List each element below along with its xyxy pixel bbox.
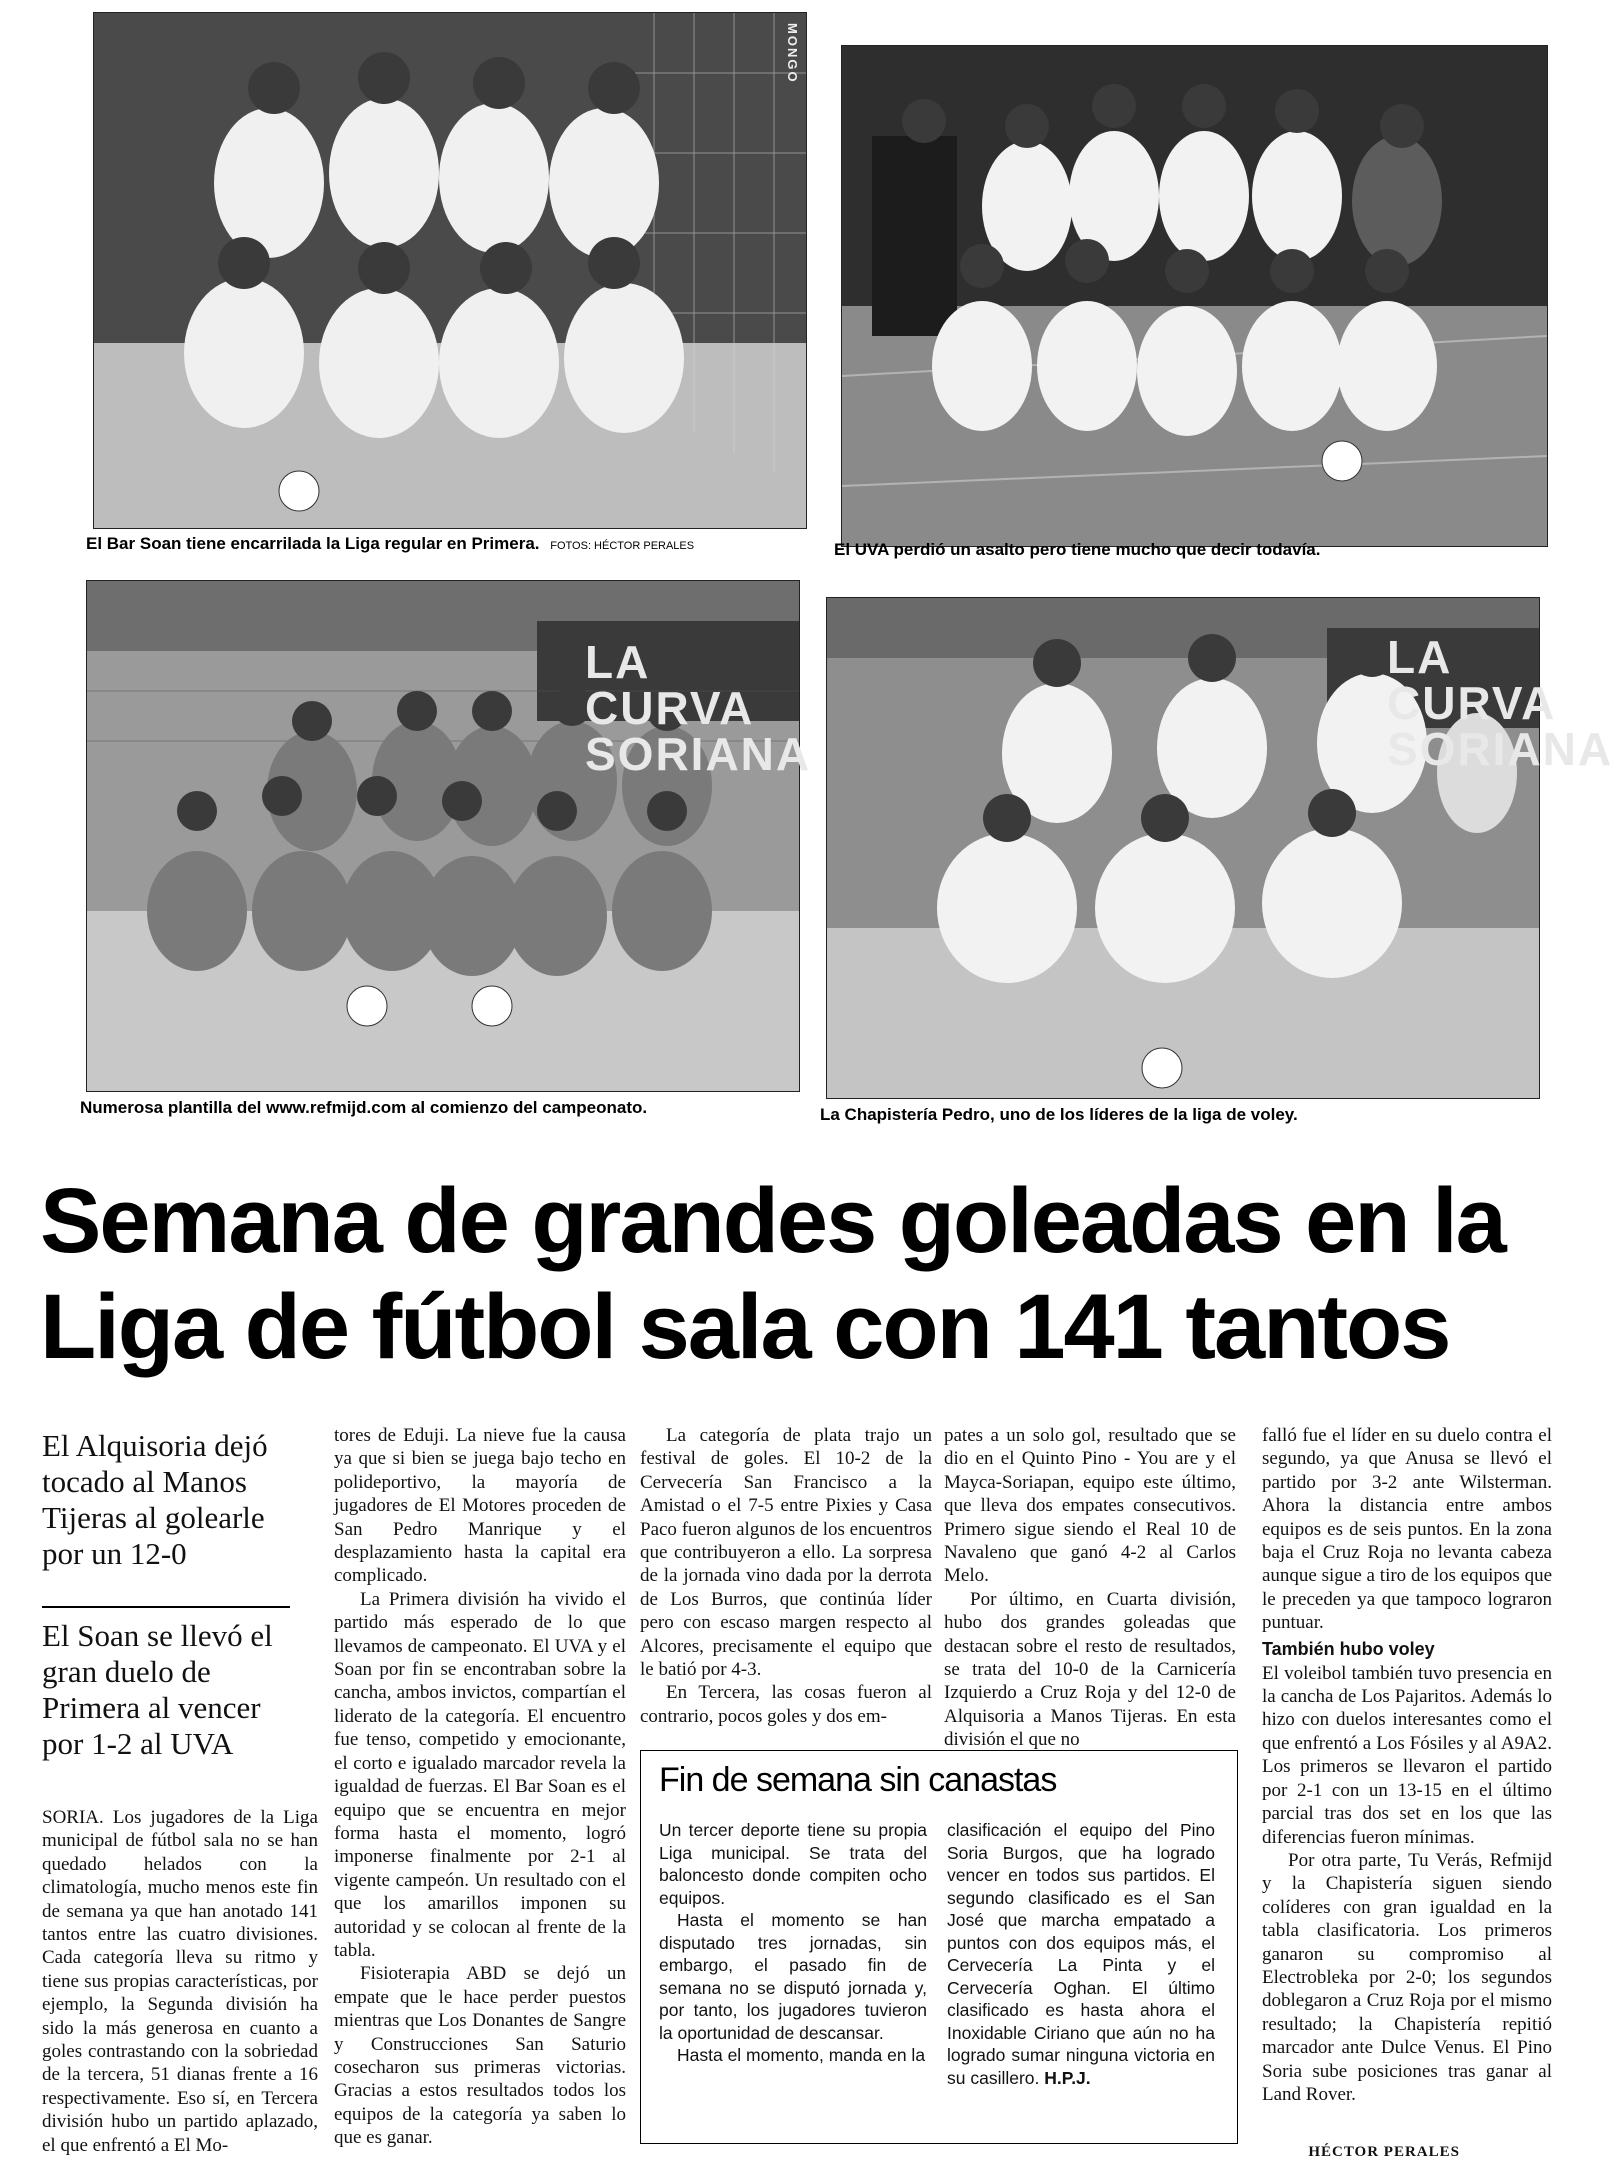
- paragraph: falló fue el líder en su duelo contra el segundo, ya que Anusa se llevó el partido por 3-2 ante Wilsterman. Ahora la distancia entre ambos equipos es de seis puntos. En la zona baja el Cruz Roja no levanta cabeza aunque sigue a tiro de los equipos que le preceden ya que tampoco lograron puntuar.: [1262, 1425, 1552, 1634]
- article-column-2: [334, 1424, 626, 2150]
- caption-text: El Bar Soan tiene encarrilada la Liga regular en Primera.: [86, 534, 540, 553]
- box-title: Fin de semana sin canastas: [659, 1761, 1057, 1799]
- article-column-5: [1262, 1424, 1552, 2106]
- paragraph: En Tercera, las cosas fueron al contrario, pocos goles y dos em-: [640, 1682, 932, 1727]
- paragraph: La categoría de plata trajo un festival de goles. El 10-2 de la Cervecería San Francisco a la Amistad o el 7-5 entre Pixies y Casa Paco fueron algunos de los encuentros que contribuyeron a ello. La sorpresa de la jornada vino dada por la derrota de Los Burros, que continúa líder pero con escaso margen respecto al Alcores, precisamente el equipo que le batió por 4-3.: [640, 1425, 932, 1681]
- caption-text: La Chapistería Pedro, uno de los líderes de la liga de voley.: [820, 1105, 1298, 1124]
- byline: HÉCTOR PERALES: [1308, 2144, 1460, 2160]
- paragraph: Hasta el momento se han disputado tres jornadas, sin embargo, el pasado fin de semana no se disputó jornada y, por tanto, los jugadores tuvieron la oportunidad de descansar.: [659, 1910, 927, 2043]
- caption-text: El UVA perdió un asalto pero tiene mucho que decir todavía.: [834, 540, 1321, 559]
- deck-2: El Soan se llevó el gran duelo de Primera al vencer por 1-2 al UVA: [42, 1618, 273, 1761]
- banner-text: LA CURVA SORIANA: [585, 636, 812, 780]
- goal-brand-text: MONGO: [785, 23, 800, 84]
- divider: [42, 1606, 290, 1608]
- banner-text: LA CURVA SORIANA: [1387, 631, 1613, 775]
- photo-chapisteria-pedro: [826, 597, 1613, 1099]
- caption-text: Numerosa plantilla del www.refmijd.com al comienzo del campeonato.: [80, 1098, 648, 1117]
- paragraph: Fisioterapia ABD se dejó un empate que le hace perder puestos mientras que Los Donantes de Sangre y Construcciones San Saturio cosecharon sus primeras victorias. Gracias a estos resultados todos los equipos de la categoría ya saben lo que es ganar.: [334, 1963, 626, 2149]
- team-photo-illustration: [842, 46, 1547, 546]
- paragraph: El voleibol también tuvo presencia en la cancha de Los Pajaritos. Además lo hizo con duelos interesantes como el que enfrentó a Los Fósiles y al A9A2. Los primeros se llevaron el partido por 2-1 con un 13-15 en el último parcial tras dos set en los que las diferencias fueron mínimas.: [1262, 1662, 1552, 1848]
- caption-photo-3: [80, 1098, 647, 1118]
- article-column-3: [640, 1424, 932, 1728]
- paragraph: pates a un solo gol, resultado que se dio en el Quinto Pino - You are y el Mayca-Soriapan, equipo este último, que lleva dos empates consecutivos. Primero sigue siendo el Real 10 de Navaleno que ganó 4-2 al Carlos Melo.: [944, 1425, 1236, 1587]
- deck-1: El Alquisoria dejó tocado al Manos Tijeras al golearle por un 12-0: [42, 1428, 268, 1571]
- paragraph: La Primera división ha vivido el partido más esperado de lo que llevamos de campeonato. El UVA y el Soan por fin se encontraban sobre la cancha, ambos invictos, compartían el liderato de la categoría. El encuentro fue tenso, competido y emocionante, el corto e igualado marcador revela la igualdad de fuerzas. El Bar Soan es el equipo que se encuentra en mejor forma hasta el momento, logró imponerse finalmente por 2-1 al vigente campeón. Un resultado con el que los amarillos imponen su autoridad y se colocan al frente de la tabla.: [334, 1588, 626, 1961]
- caption-photo-2: [834, 540, 1320, 560]
- article-column-1: [42, 1806, 318, 2157]
- sidebar-box: [640, 1750, 1238, 2144]
- box-column-1: [659, 1819, 927, 2067]
- caption-photo-1: [86, 534, 694, 554]
- photo-uva: [841, 45, 1548, 547]
- photo-bar-soan: [93, 12, 807, 529]
- paragraph: [947, 1819, 1215, 2089]
- headline: Semana de grandes goleadas en la Liga de fútbol sala con 141 tantos: [40, 1170, 1505, 1378]
- paragraph: tores de Eduji. La nieve fue la causa ya que si bien se juega bajo techo en polideportivo, la mayoría de jugadores de El Motores proceden de San Pedro Manrique y el desplazamiento hasta la capital era complicado.: [334, 1425, 626, 1587]
- caption-photo-4: [820, 1105, 1298, 1125]
- paragraph: SORIA. Los jugadores de la Liga municipal de fútbol sala no se han quedado helados con la climatología, mucho menos este fin de semana ya que han anotado 141 tantos entre las cuatro divisiones. Cada categoría lleva su ritmo y tiene sus propias características, por ejemplo, la Segunda división ha sido la más generosa en cuanto a goles contrastando con la sobriedad de la tercera, 51 dianas frente a 16 respectivamente. Eso sí, en Tercera división hubo un partido aplazado, el que enfrentó a El Mo-: [42, 1807, 318, 2156]
- paragraph: Por otra parte, Tu Verás, Refmijd y la Chapistería siguen siendo colíderes con gran igualdad en la tabla clasificatoria. Los primeros ganaron su compromiso al Electrobleka por 2-0; los segundos doblegaron a Cruz Roja por el mismo resultado; la Chapistería repitió marcador ante Dulce Venus. El Pino Soria sube posiciones tras ganar al Land Rover.: [1262, 1849, 1552, 2105]
- team-photo-illustration: [94, 13, 806, 528]
- paragraph: Un tercer deporte tiene su propia Liga municipal. Se trata del baloncesto donde compiten ocho equipos.: [659, 1820, 927, 1908]
- photo-refmijd: [86, 580, 812, 1092]
- paragraph: Hasta el momento, manda en la: [677, 2045, 926, 2065]
- box-column-2: [947, 1819, 1215, 2089]
- paragraph-text: clasificación el equipo del Pino Soria Burgos, que ha logrado vencer en todos sus partidos. El segundo clasificado es el San José que marcha empatado a puntos con dos equipos más, el Cervecería La Pinta y el Cervecería Oghan. El último clasificado es hasta ahora el Inoxidable Ciriano que aún no ha logrado sumar ninguna victoria en su casillero.: [947, 1820, 1215, 2088]
- article-column-4: [944, 1424, 1236, 1752]
- photo-credit: FOTOS: HÉCTOR PERALES: [550, 540, 695, 552]
- box-signature: H.P.J.: [1044, 2067, 1091, 2088]
- paragraph: Por último, en Cuarta división, hubo dos grandes goleadas que destacan sobre el resto de resultados, se trata del 10-0 de la Carnicería Izquierdo a Cruz Roja y del 12-0 de Alquisoria a Manos Tijeras. En esta división el que no: [944, 1588, 1236, 1751]
- subheading: También hubo voley: [1262, 1638, 1435, 1659]
